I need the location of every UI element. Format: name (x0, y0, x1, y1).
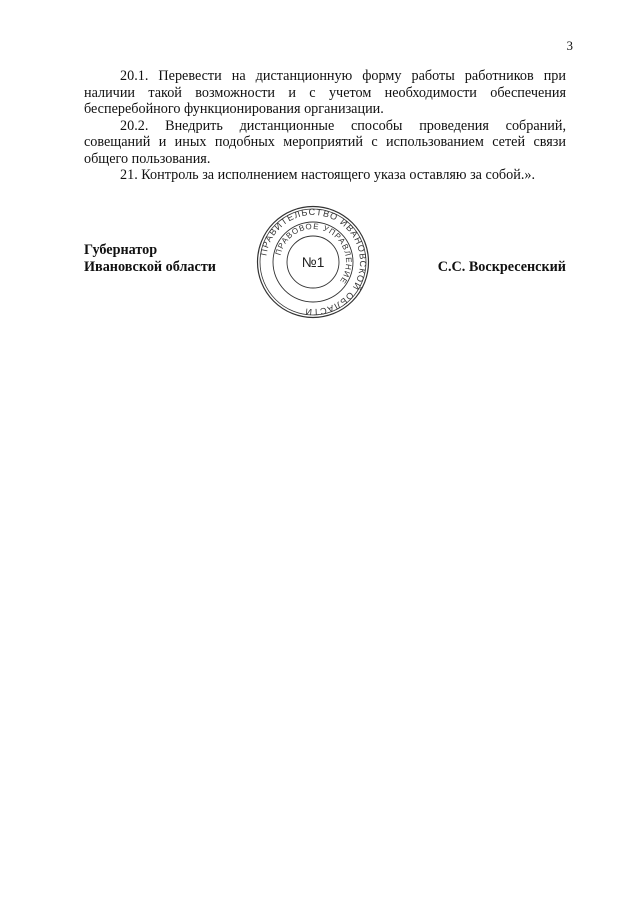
signatory-position (84, 242, 216, 275)
document-body (84, 68, 566, 184)
position-line-2: Ивановской области (84, 258, 216, 275)
position-line-1: Губернатор (84, 242, 158, 258)
stamp-inner-text: ПРАВОВОЕ УПРАВЛЕНИЕ (273, 221, 354, 286)
paragraph-20-1: 20.1. Перевести на дистанционную форму работы работников при наличии такой возможности и с учетом необходимости обеспечения бесперебойного функционирования организации. (84, 68, 566, 117)
official-stamp (256, 205, 370, 319)
stamp-center-number: №1 (301, 254, 325, 270)
page-number: 3 (566, 38, 573, 53)
paragraph-21: 21. Контроль за исполнением настоящего указа оставляю за собой.». (120, 167, 536, 183)
stamp-outer-text: ПРАВИТЕЛЬСТВО ИВАНОВСКОЙ ОБЛАСТИ (258, 206, 369, 318)
paragraph-20-2: 20.2. Внедрить дистанционные способы проведения собраний, совещаний и иных подобных мероприятий с использованием сетей связи общего пользования. (84, 117, 566, 167)
signatory-name: С.С. Воскресенский (437, 258, 566, 275)
stamp-seal-icon (256, 205, 370, 319)
